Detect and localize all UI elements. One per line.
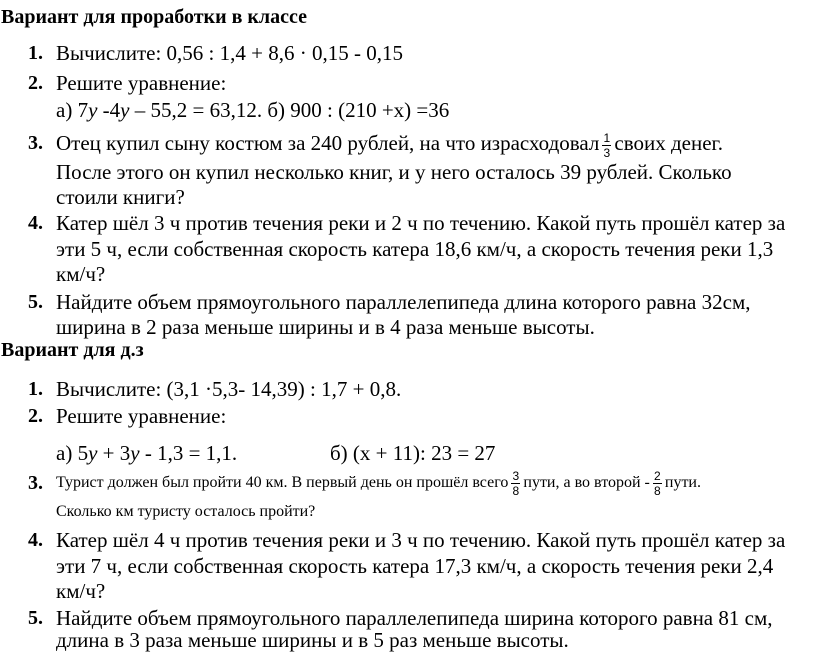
fraction-one-third: $\frac{1}{3}$ bbox=[603, 130, 611, 160]
home-task-2-equation-b: б) (х + 11): 23 = 27 bbox=[330, 441, 496, 465]
home-task-2-equation-a: а) 5y + 3y - 1,3 = 1,1. bbox=[56, 441, 238, 465]
class-task-5-line-2: ширина в 2 раза меньше ширины и в 4 раза меньше высоты. bbox=[56, 315, 595, 339]
fraction-three-eighths: $\frac{3}{8}$ bbox=[512, 469, 520, 498]
home-task-3-line-1: Турист должен был пройти 40 км. В первый день он прошёл всего $\frac{3}{8}$ пути, а во второй - $\frac{2}{8}$ пути. bbox=[56, 469, 701, 498]
home-task-2-text: Решите уравнение: bbox=[56, 404, 227, 428]
home-task-4-line-3: км/ч? bbox=[56, 579, 106, 603]
class-task-1-text: Вычислите: 0,56 : 1,4 + 8,6 · 0,15 - 0,15 bbox=[56, 41, 403, 65]
class-task-2-number: 2. bbox=[28, 72, 43, 94]
class-task-3-line-3: стоили книги? bbox=[56, 185, 185, 209]
home-task-2-number: 2. bbox=[28, 405, 43, 427]
home-task-5-number: 5. bbox=[28, 607, 43, 629]
class-task-4-line-1: Катер шёл 3 ч против течения реки и 2 ч по течению. Какой путь прошёл катер за bbox=[56, 211, 786, 235]
class-task-4-number: 4. bbox=[28, 212, 43, 234]
class-task-3-line-1: Отец купил сыну костюм за 240 рублей, на что израсходовал $\frac{1}{3}$ своих денег. bbox=[56, 130, 724, 160]
class-task-5-number: 5. bbox=[28, 291, 43, 313]
class-task-3-number: 3. bbox=[28, 132, 43, 154]
class-task-2-text: Решите уравнение: bbox=[56, 71, 227, 95]
home-variant-heading: Вариант для д.з bbox=[1, 339, 144, 361]
class-task-5-line-1: Найдите объем прямоугольного параллелепипеда длина которого равна 32см, bbox=[56, 290, 751, 314]
class-task-4-line-3: км/ч? bbox=[56, 262, 106, 286]
class-task-4-line-2: эти 5 ч, если собственная скорость катера 18,6 км/ч, а скорость течения реки 1,3 bbox=[56, 237, 774, 261]
home-task-5-line-1: Найдите объем прямоугольного параллелепипеда ширина которого равна 81 см, bbox=[56, 606, 773, 630]
home-task-3-number: 3. bbox=[28, 472, 43, 494]
class-task-2-equations: а) 7y -4y – 55,2 = 63,12. б) 900 : (210 +х) =36 bbox=[56, 98, 450, 122]
fraction-two-eighths: $\frac{2}{8}$ bbox=[654, 469, 661, 498]
home-task-5-line-2: длина в 3 раза меньше ширины и в 5 раз меньше высоты. bbox=[56, 628, 569, 652]
home-task-1-text: Вычислите: (3,1 ·5,3- 14,39) : 1,7 + 0,8. bbox=[56, 377, 402, 401]
home-task-4-line-1: Катер шёл 4 ч против течения реки и 3 ч по течению. Какой путь прошёл катер за bbox=[56, 528, 786, 552]
home-task-1-number: 1. bbox=[28, 378, 43, 400]
class-task-1-number: 1. bbox=[28, 42, 43, 64]
class-variant-heading: Вариант для проработки в классе bbox=[1, 6, 308, 28]
home-task-3-line-2: Сколько км туристу осталось пройти? bbox=[56, 503, 316, 520]
class-task-3-line-2: После этого он купил несколько книг, и у него осталось 39 рублей. Сколько bbox=[56, 160, 732, 184]
home-task-4-number: 4. bbox=[28, 529, 43, 551]
home-task-4-line-2: эти 7 ч, если собственная скорость катера 17,3 км/ч, а скорость течения реки 2,4 bbox=[56, 554, 774, 578]
